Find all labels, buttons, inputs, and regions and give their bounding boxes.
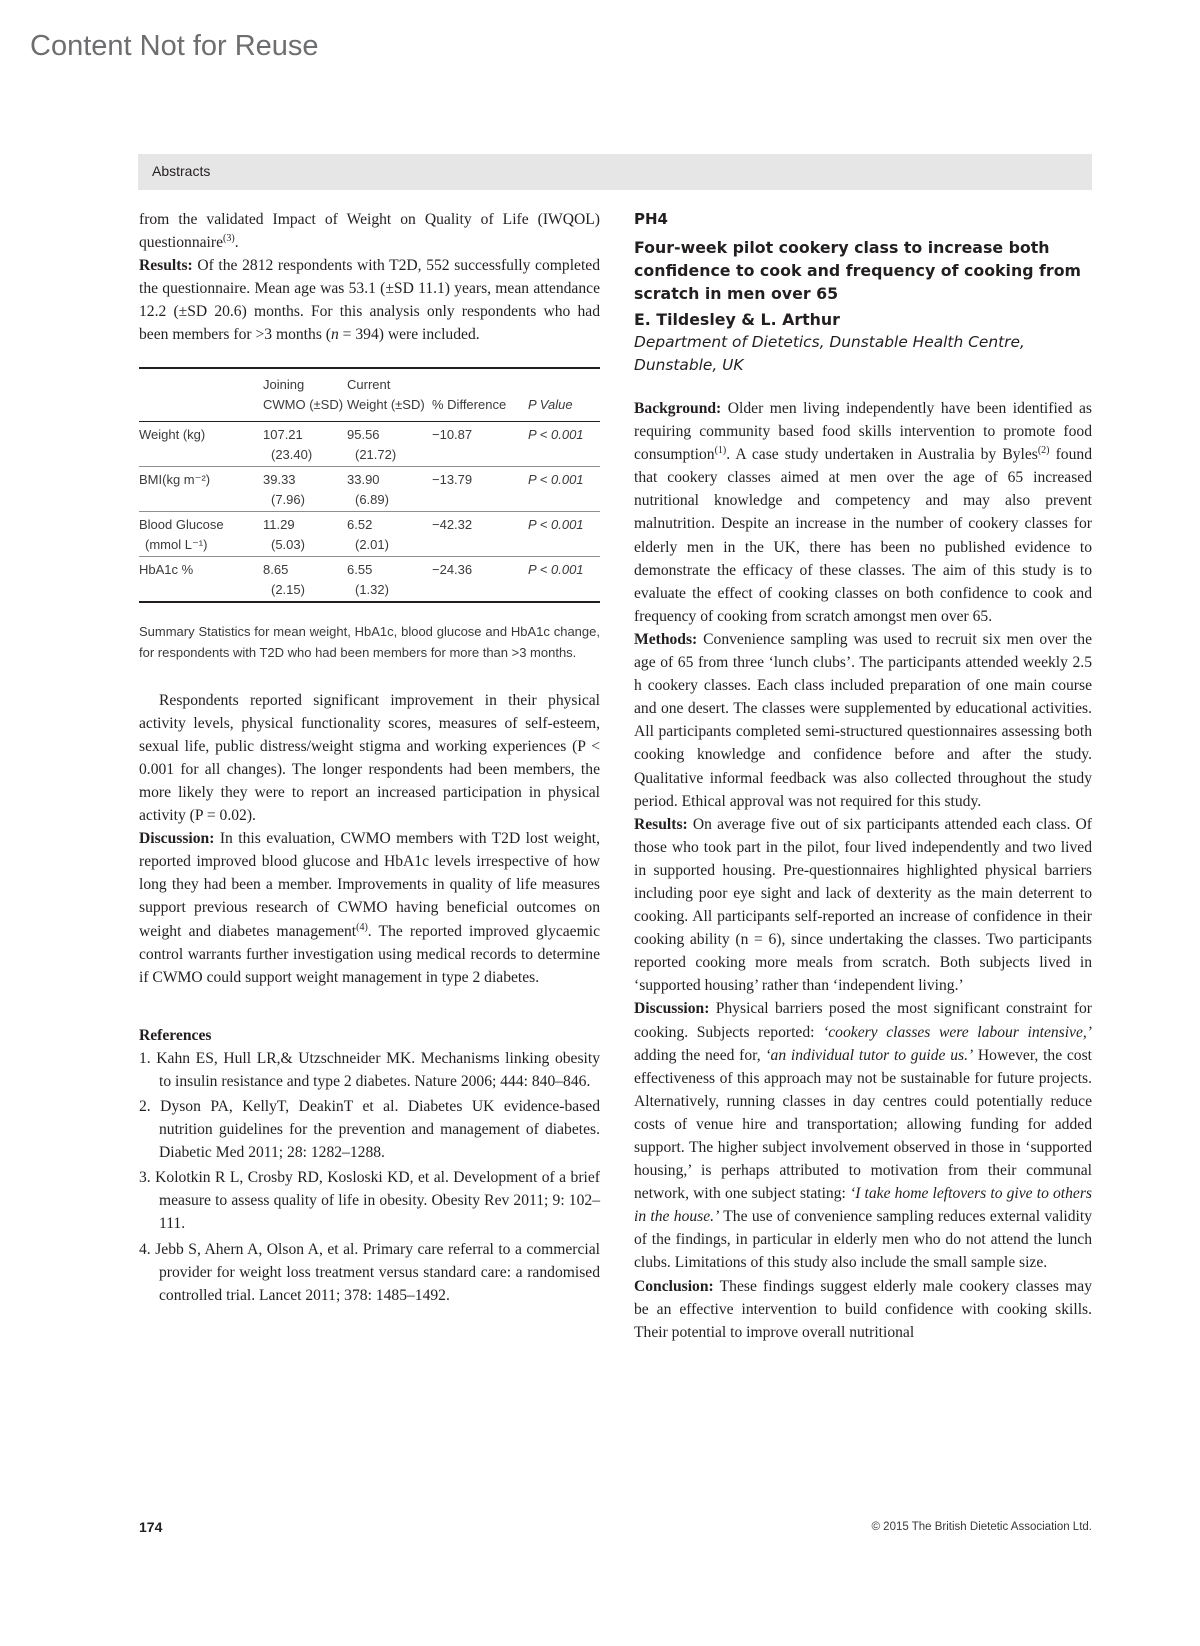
quote: ‘an individual tutor to guide us.’ <box>765 1046 974 1064</box>
row-label-2 <box>139 580 263 602</box>
abstract-code: PH4 <box>634 210 668 228</box>
joining-sd: (7.96) <box>263 490 347 512</box>
abstract-title: Four-week pilot cookery class to increase both confidence to cook and frequency of cooking from scratch in men over 65 <box>634 238 1082 303</box>
row-label: Weight (kg) <box>139 426 206 442</box>
reference-item: 2. Dyson PA, KellyT, DeakinT et al. Diabetes UK evidence-based nutrition guidelines for the prevention and management of diabetes. Diabetic Med 2011; 28: 1282–1288. <box>139 1097 600 1162</box>
p-value-text: P < 0.001 <box>528 561 584 577</box>
row-label: Blood Glucose <box>139 516 224 532</box>
left-column <box>139 208 600 1309</box>
methods-label: Methods: <box>634 630 698 648</box>
affiliation-line-1: Department of Dietetics, Dunstable Health Centre, <box>634 333 1025 351</box>
row-label-2: (mmol L⁻¹) <box>139 535 263 557</box>
discussion-text: The use of convenience sampling reduces external validity of the findings, in particular in elderly men who do not attend the lunch clubs. Limitations of this study also include the small sample size. <box>634 1208 1093 1272</box>
table-header-cell: % Difference <box>432 368 528 422</box>
discussion-label: Discussion: <box>139 830 215 848</box>
conclusion-label: Conclusion: <box>634 1277 714 1295</box>
conclusion-text: These findings suggest elderly male cookery classes may be an effective intervention to build confidence with cooking skills. Their potential to improve overall nutritional <box>634 1277 1092 1341</box>
discussion-text: adding the need for, <box>634 1046 766 1064</box>
abstract-affiliation <box>634 331 1092 377</box>
table-header-row <box>139 368 600 422</box>
discussion-text: In this evaluation, CWMO members with T2D lost weight, reported improved blood glucose and HbA1c levels irrespective of how long they had been a member. Improvements in quality of life measures support previous research of CWMO having beneficial outcomes on weight and diabetes management <box>139 830 600 940</box>
joining-sd: (2.15) <box>271 581 305 597</box>
p-value-text: P < 0.001 <box>528 426 584 442</box>
discussion-text: However, the cost effectiveness of this approach may not be sustainable for future projects. Alternatively, running classes in day centres could potentially reduce costs of venue hire and transportation; allowing funding for added support. The higher subject involvement observed in those in ‘supported housing,’ is perhaps attributed to motivation from their communal network, with one subject stating: <box>634 1046 1092 1203</box>
difference-value: −24.36 <box>432 561 473 577</box>
background-mid: . A case study undertaken in Australia by Byles <box>726 446 1038 464</box>
p-value <box>528 466 600 490</box>
results-label: Results: <box>139 257 193 275</box>
current-sd: (1.32) <box>355 581 389 597</box>
quote: ‘I take home leftovers to give to others in the house.’ <box>634 1185 1092 1226</box>
results-text: Of the 2812 respondents with T2D, 552 successfully completed the questionnaire. Mean age was 53.1 (±SD 11.1) years, mean attendance 12.2 (±SD 20.6) months. For this analysis only respondents who had been members for >3 months ( <box>139 257 600 344</box>
joining-value: 39.33 <box>263 471 296 487</box>
methods-text: Convenience sampling was used to recruit six men over the age of 65 from three ‘lunch clubs’. The participants attended weekly 2.5 h cookery classes. Each class included preparation of one main course and one desert. The classes were supplemented by educational activities. All participants completed semi-structured questionnaires assessing both cooking knowledge and confidence before and after the study. Qualitative informal feedback was also collected throughout the study period. Ethical approval was not required for this study. <box>634 630 1092 810</box>
affiliation-line-2: Dunstable, UK <box>634 356 744 374</box>
citation-ref: (2) <box>1037 445 1050 456</box>
table-row <box>139 466 600 490</box>
watermark-text: Content Not for Reuse <box>30 30 319 62</box>
table-row-sd <box>139 535 600 557</box>
background-text: Older men living independently have been identified as requiring community based food skills intervention to promote food consumption <box>634 400 1092 464</box>
section-title: Abstracts <box>152 163 211 179</box>
citation-ref: (1) <box>714 445 727 456</box>
row-label-2 <box>139 490 263 512</box>
discussion-text: Physical barriers posed the most significant constraint for cooking. Subjects reported: <box>634 1000 1092 1041</box>
row-label-2 <box>139 445 263 467</box>
joining-value: 8.65 <box>263 561 289 577</box>
table-header-cell: Current Weight (±SD) <box>347 368 432 422</box>
table-row <box>139 421 600 445</box>
page-number: 174 <box>139 1519 163 1535</box>
p-value-header: P Value <box>528 396 573 412</box>
table-caption: Summary Statistics for mean weight, HbA1c, blood glucose and HbA1c change, for respondents with T2D who had been members for more than >3 months. <box>139 623 600 660</box>
copyright-notice: © 2015 The British Dietetic Association Ltd. <box>871 1521 1092 1533</box>
difference-value: −10.87 <box>432 426 473 442</box>
p-value <box>528 421 600 445</box>
discussion-tail: . The reported improved glycaemic control warrants further investigation using medical records to determine if CWMO could support weight management in type 2 diabetes. <box>139 922 600 986</box>
joining-sd: (23.40) <box>263 445 347 467</box>
summary-statistics-table <box>139 367 600 603</box>
right-column <box>634 208 1092 1344</box>
citation-ref: (3) <box>223 232 235 244</box>
p-value-text: P < 0.001 <box>528 516 584 532</box>
discussion-paragraph <box>139 827 600 989</box>
background-tail: found that cookery classes aimed at men over the age of 65 increased nutritional knowledge and competency and may also prevent malnutrition. Despite an increase in the number of cookery classes for elderly men in the UK, there has been no published evidence to demonstrate the efficacy of these classes. The aim of this study is to evaluate the effect of cooking classes on both confidence to cook and frequency of cooking from scratch amongst men over 65. <box>634 446 1092 625</box>
current-value: 95.56 <box>347 426 380 442</box>
reference-item: 4. Jebb S, Ahern A, Olson A, et al. Primary care referral to a commercial provider for weight loss treatment versus standard care: a randomised controlled trial. Lancet 2011; 378: 1485–1492. <box>139 1240 600 1304</box>
table-row-sd <box>139 490 600 512</box>
p-value-text: P < 0.001 <box>528 471 584 487</box>
row-label: BMI(kg m⁻²) <box>139 471 211 487</box>
difference-value: −13.79 <box>432 471 473 487</box>
table-row-sd <box>139 580 600 602</box>
abstract-authors: E. Tildesley & L. Arthur <box>634 310 840 329</box>
joining-value: 107.21 <box>263 426 303 442</box>
intro-paragraph <box>139 208 600 347</box>
row-label: HbA1c % <box>139 561 194 577</box>
p-value <box>528 511 600 535</box>
results-n: n <box>330 326 339 344</box>
results-label: Results: <box>634 815 688 833</box>
intro-text: from the validated Impact of Weight on Quality of Life (IWQOL) questionnaire <box>139 211 600 252</box>
p-value <box>528 556 600 580</box>
current-value: 6.52 <box>347 516 373 532</box>
reference-item: 3. Kolotkin R L, Crosby RD, Kosloski KD, et al. Development of a brief measure to assess quality of life in obesity. Obesity Rev 2011; 9: 102–111. <box>139 1169 600 1233</box>
current-value: 6.55 <box>347 561 373 577</box>
background-label: Background: <box>634 400 722 417</box>
results-tail: = 394) were included. <box>338 326 480 344</box>
current-sd: (6.89) <box>347 490 432 512</box>
references-list <box>139 1047 600 1307</box>
quote: ‘cookery classes were labour intensive,’ <box>823 1023 1092 1041</box>
table-header-cell <box>139 368 263 422</box>
citation-ref: (4) <box>356 921 368 933</box>
running-header <box>138 154 1092 190</box>
references-heading: References <box>139 1026 212 1044</box>
joining-value: 11.29 <box>263 516 295 532</box>
current-sd: (21.72) <box>347 445 432 467</box>
results-text: On average five out of six participants attended each class. Of those who took part in the pilot, four lived independently and two lived in supported housing. Pre-questionnaires highlighted physical barriers including poor eye sight and lack of dexterity as the main deterrent to cooking. All participants self-reported an increase of confidence in their cooking ability (n = 6), since undertaking the classes. Two participants reported cooking more meals from scratch. Both subjects lived in ‘supported housing’ rather than ‘independent living.’ <box>634 815 1092 995</box>
current-sd: (2.01) <box>347 535 432 557</box>
table-row <box>139 556 600 580</box>
table-header-cell <box>528 368 600 422</box>
table-row-sd <box>139 445 600 467</box>
table-header-cell: Joining CWMO (±SD) <box>263 368 347 422</box>
joining-sd: (5.03) <box>263 535 347 557</box>
discussion-label: Discussion: <box>634 1000 710 1018</box>
respondents-paragraph: Respondents reported significant improvement in their physical activity levels, physical functionality scores, measures of self-esteem, sexual life, public distress/weight stigma and working experiences (P < 0.001 for all changes). The longer respondents had been members, the more likely they were to report an increased participation in physical activity (P = 0.02). <box>139 691 600 825</box>
intro-end: . <box>234 234 239 252</box>
difference-value: −42.32 <box>432 516 473 532</box>
reference-item: 1. Kahn ES, Hull LR,& Utzschneider MK. Mechanisms linking obesity to insulin resistance and type 2 diabetes. Nature 2006; 444: 840–846. <box>139 1049 600 1090</box>
current-value: 33.90 <box>347 471 380 487</box>
table-row <box>139 511 600 535</box>
abstract-body <box>634 397 1092 1344</box>
